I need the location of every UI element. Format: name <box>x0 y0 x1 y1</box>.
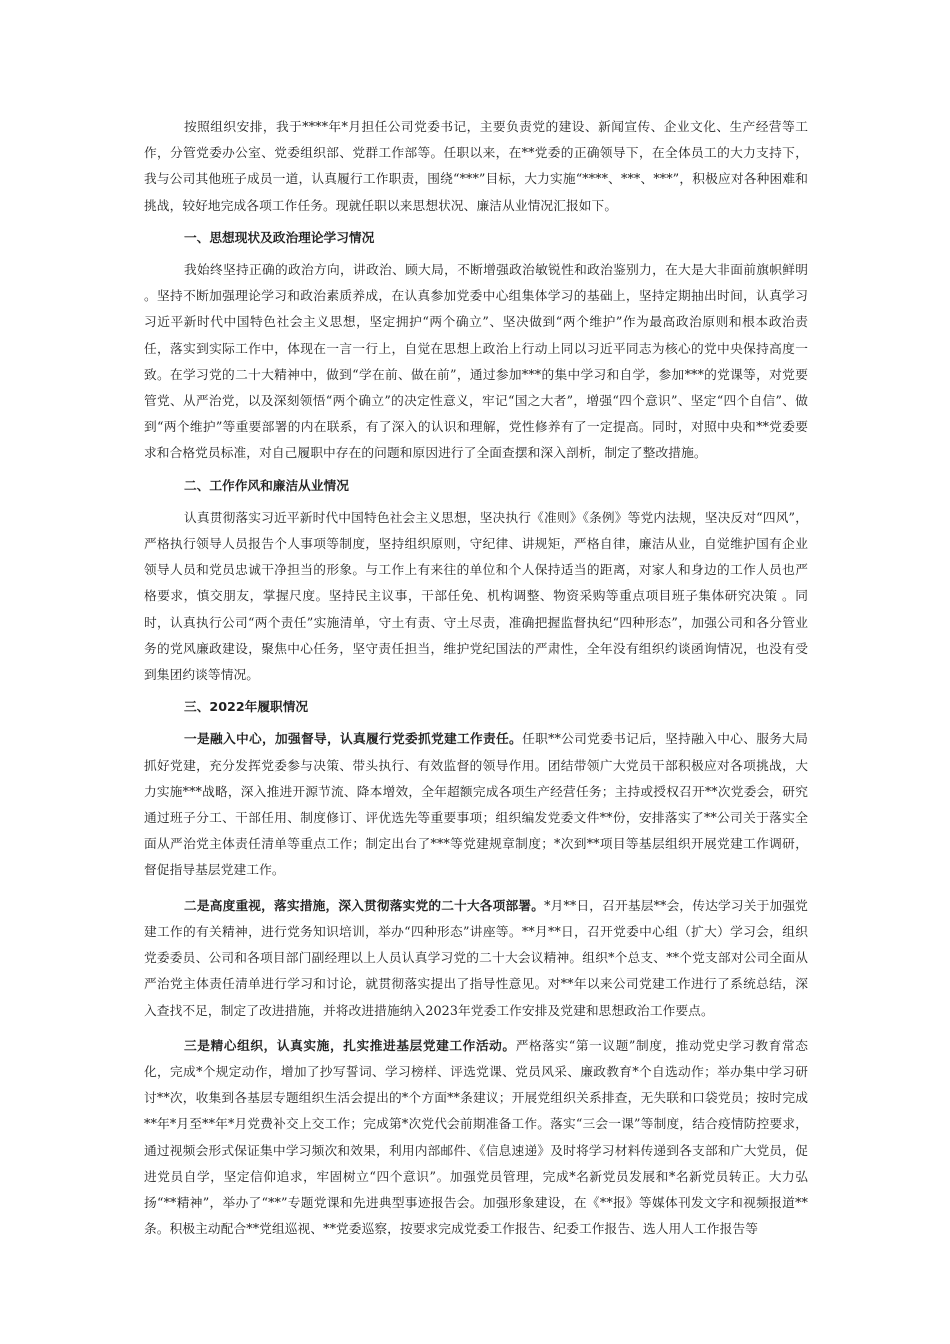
item-2-text: *月**日，召开基层**会，传达学习关于加强党建工作的有关精神，进行党务知识培训，举办“四种形态”讲座等。**月**日，召开党委中心组（扩大）学习会，组织党委委员、公司和各项目部门副经理以上人员认真学习党的二十大会议精神。组织*个总支、**个党支部对公司全面从严治党主体责任清单进行学习和讨论，就贯彻落实提出了指导性意见。对**年以来公司党建工作进行了系统总结，深入查找不足，制定了改进措施，并将改进措施纳入2023年党委工作安排及党建和思想政治工作要点。 <box>144 897 808 1018</box>
item-1-text: 任职**公司党委书记后，坚持融入中心、服务大局抓好党建，充分发挥党委参与决策、带头执行、有效监督的领导作用。团结带领广大党员干部积极应对各项挑战，大力实施***战略，深入推进开源节流、降本增效，全年超额完成各项生产经营任务；主持或授权召开**次党委会，研究通过班子分工、干部任用、制度修订、评优选先等重要事项；组织编发党委文件**份，安排落实了**公司关于落实全面从严治党主体责任清单等重点工作；制定出台了***等党建规章制度；*次到**项目等基层组织开展党建工作调研，督促指导基层党建工作。 <box>144 731 808 878</box>
section-heading-3: 三、2022年履职情况 <box>184 699 309 715</box>
section-heading-2: 二、工作作风和廉洁从业情况 <box>184 477 349 493</box>
item-3-text: 严格落实“第一议题”制度，推动党史学习教育常态化，完成*个规定动作，增加了抄写誓词、学习榜样、评选党课、党员风采、廉政教育*个自选动作；举办集中学习研讨**次，收集到各基层专题组织生活会提出的*个方面**条建议；开展党组织关系排查，无失联和口袋党员；按时完成**年*月至**年*月党费补交上交工作；完成第*次党代会前期准备工作。落实“三会一课”等制度，结合疫情防控要求，通过视频会形式保证集中学习频次和效果，利用内部邮件、《信息速递》及时将学习材料传递到各支部和广大党员，促进党员自学，坚定信仰追求，牢固树立“四个意识”。加强党员管理，完成*名新党员发展和*名新党员转正。大力弘扬“**精神”，举办了“**”专题党课和先进典型事迹报告会。加强形象建设，在《**报》等媒体刊发文字和视频报道**条。积极主动配合**党组巡视、**党委巡察，按要求完成党委工作报告、纪委工作报告、选人用人工作报告等 <box>144 1037 809 1237</box>
section-2-paragraph: 认真贯彻落实习近平新时代中国特色社会主义思想，坚决执行《准则》《条例》等党内法规，坚决反对“四风”，严格执行领导人员报告个人事项等制度，坚持组织原则，守纪律、讲规矩，严格自律，廉洁从业，自觉维护国有企业领导人员和党员忠诚干净担当的形象。与工作上有来往的单位和个人保持适当的距离，对家人和身边的工作人员也严格要求，慎交朋友，掌握尺度。坚持民主议事，干部任免、机构调整、物资采购等重点项目班子集体研究决策 。同时，认真执行公司“两个责任”实施清单，守土有责、守土尽责，准确把握监督执纪“四种形态”，加强公司和各分管业务的党风廉政建设，聚焦中心任务，坚守责任担当，维护党纪国法的严肃性，全年没有组织约谈函询情况，也没有受到集团约谈等情况。 <box>144 509 808 683</box>
section-3-item-1 <box>144 726 808 883</box>
item-3-lead: 三是精心组织，认真实施，扎实推进基层党建工作活动。 <box>184 1037 516 1053</box>
document-page <box>144 114 808 1242</box>
section-heading-1: 一、思想现状及政治理论学习情况 <box>184 229 375 245</box>
section-3-item-3 <box>144 1033 808 1243</box>
item-1-lead: 一是融入中心，加强督导，认真履行党委抓党建工作责任。 <box>184 731 523 747</box>
section-3-item-2 <box>144 893 808 1024</box>
item-2-lead: 二是高度重视，落实措施，深入贯彻落实党的二十大各项部署。 <box>184 897 545 913</box>
intro-paragraph: 按照组织安排，我于****年*月担任公司党委书记，主要负责党的建设、新闻宣传、企业文化、生产经营等工作，分管党委办公室、党委组织部、党群工作部等。任职以来，在**党委的正确领导下，在全体员工的大力支持下，我与公司其他班子成员一道，认真履行工作职责，围绕“***”目标，大力实施“****、***、***”，积极应对各种困难和挑战，较好地完成各项工作任务。现就任职以来思想状况、廉洁从业情况汇报如下。 <box>144 119 808 213</box>
section-1-paragraph: 我始终坚持正确的政治方向，讲政治、顾大局，不断增强政治敏锐性和政治鉴别力，在大是大非面前旗帜鲜明 。坚持不断加强理论学习和政治素质养成，在认真参加党委中心组集体学习的基础上，坚持定期抽出时间，认真学习习近平新时代中国特色社会主义思想，坚定拥护“两个确立”、坚决做到“两个维护”作为最高政治原则和根本政治责任，落实到实际工作中，体现在一言一行上，自觉在思想上政治上行动上同以习近平同志为核心的党中央保持高度一致。在学习党的二十大精神中，做到“学在前、做在前”，通过参加***的集中学习和自学，参加***的党课等，对党要管党、从严治党，以及深刻领悟“两个确立”的决定性意义，牢记“国之大者”，增强“四个意识”、坚定“四个自信”、做到“两个维护”等重要部署的内在联系，有了深入的认识和理解，党性修养有了一定提高。同时，对照中央和**党委要求和合格党员标准，对自己履职中存在的问题和原因进行了全面查摆和深入剖析，制定了整改措施。 <box>144 262 808 461</box>
